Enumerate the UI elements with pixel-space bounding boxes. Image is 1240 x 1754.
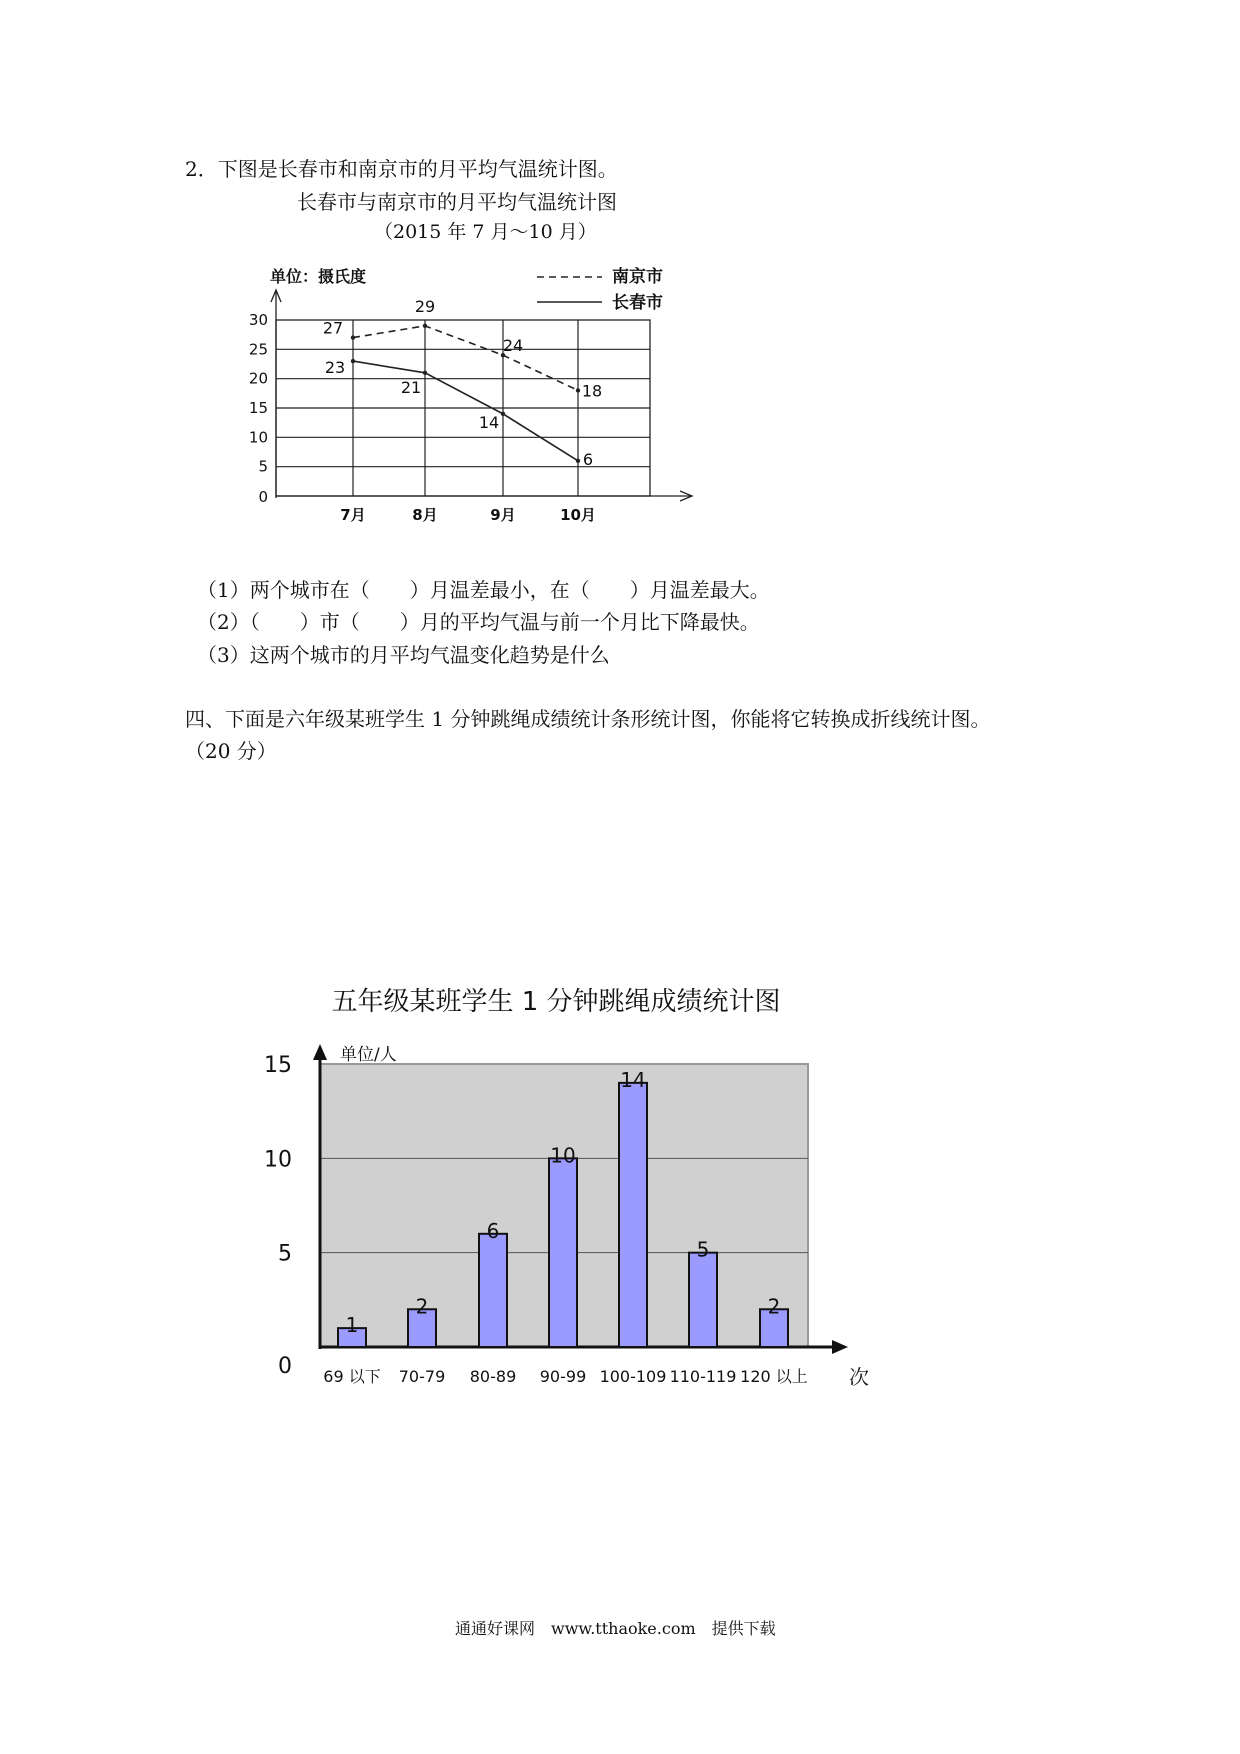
temperature-line-chart	[0, 0, 1240, 560]
line-chart-subtitle: （2015 年 7 月～10 月）	[374, 221, 597, 243]
bar-chart-data-label: 10	[550, 1143, 576, 1168]
line-chart-data-label: 6	[582, 449, 594, 469]
bar-chart-data-label: 2	[767, 1294, 781, 1319]
bar-chart-x-unit: 次	[849, 1365, 869, 1389]
nanjing-series-line	[353, 326, 578, 391]
bar-chart-y-tick: 0	[278, 1354, 292, 1379]
line-chart-point	[576, 459, 580, 463]
bar-chart-bar	[549, 1158, 577, 1347]
bar-chart-bar	[619, 1083, 647, 1347]
line-chart-data-label: 24	[502, 336, 524, 356]
line-chart-x-tick: 10月	[560, 506, 596, 524]
jump-rope-bar-chart	[0, 960, 1240, 1420]
line-chart-y-tick: 20	[248, 369, 268, 388]
page-footer: 通通好课网 www.tthaoke.com 提供下载	[455, 1619, 776, 1638]
line-chart-y-tick: 5	[258, 457, 268, 476]
bar-chart-x-tick: 100-109	[599, 1367, 667, 1386]
bar-chart-x-tick: 70-79	[398, 1367, 446, 1386]
line-chart-data-label: 23	[324, 358, 346, 378]
line-chart-point	[351, 335, 355, 339]
bar-chart-x-arrow	[832, 1340, 848, 1354]
bar-chart-bar	[689, 1253, 717, 1347]
line-chart-data-label: 27	[322, 318, 344, 338]
line-chart-title: 长春市与南京市的月平均气温统计图	[297, 190, 617, 214]
line-chart-y-tick: 10	[248, 428, 268, 447]
line-chart-y-tick: 15	[248, 399, 268, 417]
bar-chart-title: 五年级某班学生 1 分钟跳绳成绩统计图	[331, 987, 781, 1017]
bar-chart-x-tick: 90-99	[539, 1367, 587, 1386]
line-chart-point	[576, 388, 580, 392]
bar-chart-bar	[479, 1234, 507, 1347]
bar-chart-x-tick: 69 以下	[323, 1367, 381, 1386]
bar-chart-y-tick: 5	[278, 1241, 292, 1267]
line-chart-data-label: 18	[581, 381, 603, 401]
line-chart-y-label: 单位：摄氏度	[270, 267, 367, 286]
bar-chart-data-label: 5	[696, 1237, 710, 1262]
bar-chart-x-tick: 80-89	[469, 1367, 517, 1386]
line-chart-data-label: 14	[478, 412, 500, 432]
bar-chart-data-label: 14	[620, 1067, 646, 1092]
line-chart-data-label: 21	[400, 377, 422, 397]
line-chart-x-tick: 9月	[490, 506, 516, 524]
bar-chart-x-tick: 110-119	[669, 1367, 737, 1386]
line-chart-x-tick: 8月	[412, 506, 438, 524]
line-chart-y-tick: 30	[248, 311, 268, 329]
bar-chart-y-tick: 15	[264, 1053, 292, 1078]
bar-chart-y-tick: 10	[264, 1147, 292, 1173]
question-2: （2）（ ）市（ ）月的平均气温与前一个月比下降最快。	[197, 610, 760, 634]
line-chart-data-label: 29	[414, 296, 436, 316]
q2-intro: 2．下图是长春市和南京市的月平均气温统计图。	[185, 157, 618, 181]
line-chart-point	[423, 371, 427, 375]
question-1: （1）两个城市在（ ）月温差最小，在（ ）月温差最大。	[197, 578, 770, 602]
line-chart-x-tick: 7月	[340, 506, 366, 524]
bar-chart-y-arrow	[313, 1044, 327, 1060]
changchun-series-line	[353, 361, 578, 461]
question-3: （3）这两个城市的月平均气温变化趋势是什么	[197, 643, 610, 667]
bar-chart-data-label: 1	[345, 1313, 359, 1338]
line-chart-y-tick: 0	[258, 488, 268, 506]
bar-chart-data-label: 2	[415, 1294, 429, 1319]
line-chart-point	[423, 324, 427, 328]
bar-chart-data-label: 6	[486, 1218, 500, 1243]
line-chart-y-tick: 25	[248, 340, 268, 359]
q4-points: （20 分）	[185, 739, 277, 763]
line-chart-point	[351, 359, 355, 363]
legend-nanjing-label: 南京市	[612, 267, 663, 287]
q4-prompt: 四、下面是六年级某班学生 1 分钟跳绳成绩统计条形统计图，你能将它转换成折线统计图。	[185, 707, 991, 731]
line-chart-point	[501, 412, 505, 416]
bar-chart-y-label: 单位/人	[340, 1045, 397, 1065]
bar-chart-x-tick: 120 以上	[740, 1367, 808, 1386]
legend-changchun-label: 长春市	[612, 293, 663, 313]
